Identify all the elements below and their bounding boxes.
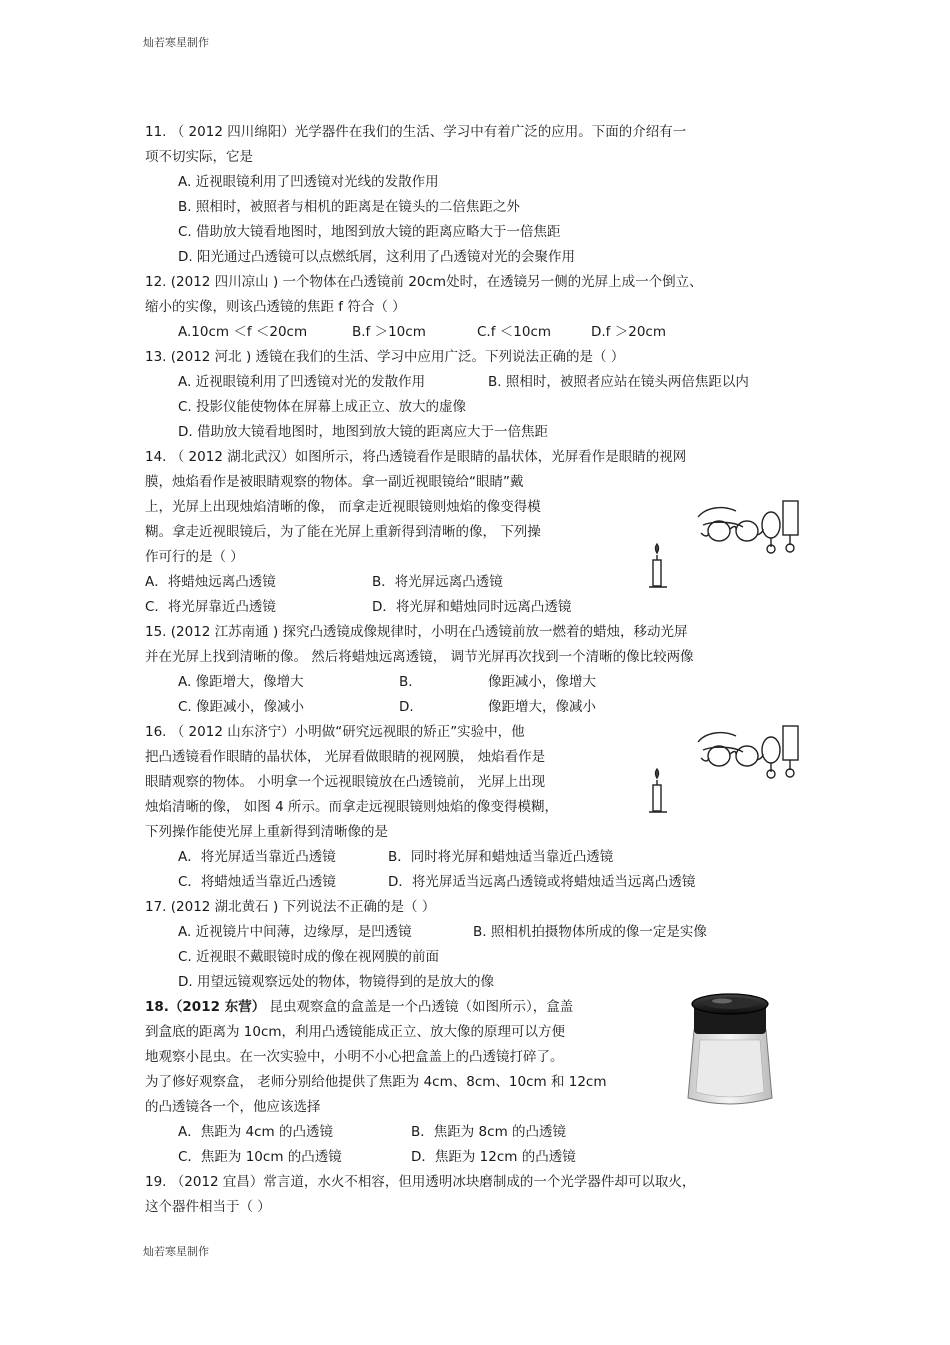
q14-stem-5: 作可行的是（ ）: [145, 549, 244, 565]
q17-stem: 17. (2012 湖北黄石 ) 下列说法不正确的是（ ）: [145, 899, 436, 915]
q12-option-b: B.f ＞10cm: [352, 324, 426, 340]
q16-option-c: C．将蜡烛适当靠近凸透镜: [178, 874, 336, 890]
q19-stem-2: 这个器件相当于（ ）: [145, 1199, 271, 1215]
page-footer: 灿若寒星制作: [143, 1245, 209, 1258]
q18-stem-4: 为了修好观察盒， 老师分别给他提供了焦距为 4cm、8cm、10cm 和 12cm: [145, 1074, 607, 1090]
q13-stem: 13. (2012 河北 ) 透镜在我们的生活、学习中应用广泛。下列说法正确的是（ ）: [145, 349, 625, 365]
q13-option-c: C. 投影仪能使物体在屏幕上成正立、放大的虚像: [178, 399, 467, 415]
q14-stem-3: 上，光屏上出现烛焰清晰的像， 而拿走近视眼镜则烛焰的像变得模: [145, 499, 541, 515]
q16-option-a: A．将光屏适当靠近凸透镜: [178, 849, 336, 865]
q14-option-c: C．将光屏靠近凸透镜: [145, 599, 276, 615]
q11-stem-1: 11. （ 2012 四川绵阳）光学器件在我们的生活、学习中有着广泛的应用。下面的介绍有一: [145, 124, 687, 140]
q18-option-c: C．焦距为 10cm 的凸透镜: [178, 1149, 342, 1165]
page-header: 灿若寒星制作: [143, 36, 209, 49]
q14-optics-apparatus-figure: [643, 495, 808, 595]
q12-options: [145, 320, 795, 345]
q18-number: 18.（2012 东营）: [145, 999, 266, 1015]
q15-options-ab: [145, 670, 795, 695]
q15-option-c: C. 像距减小，像减小: [178, 699, 305, 715]
q15-option-a: A. 像距增大，像增大: [178, 674, 304, 690]
q14-stem-4: 糊。拿走近视眼镜后，为了能在光屏上重新得到清晰的像， 下列操: [145, 524, 541, 540]
q15-options-cd: [145, 695, 795, 720]
q13-options-ab: [145, 370, 795, 395]
q15-stem-1: 15. (2012 江苏南通 ) 探究凸透镜成像规律时，小明在凸透镜前放一燃着的蜡烛，移动光屏: [145, 624, 688, 640]
q14-stem-1: 14. （ 2012 湖北武汉）如图所示，将凸透镜看作是眼睛的晶状体，光屏看作是眼睛的视网: [145, 449, 687, 465]
q18-options-ab: [145, 1120, 795, 1145]
q16-optics-apparatus-figure: [643, 720, 808, 820]
q16-stem-2: 把凸透镜看作眼睛的晶状体， 光屏看做眼睛的视网膜， 烛焰看作是: [145, 749, 546, 765]
q14-options-cd: [145, 595, 795, 620]
q17-option-d: D. 用望远镜观察远处的物体，物镜得到的是放大的像: [178, 974, 494, 990]
q17-option-c: C. 近视眼不戴眼镜时成的像在视网膜的前面: [178, 949, 440, 965]
q18-stem-2: 到盒底的距离为 10cm，利用凸透镜能成正立、放大像的原理可以方便: [145, 1024, 566, 1040]
q17-option-a: A. 近视镜片中间薄，边缘厚，是凹透镜: [178, 924, 412, 940]
q15-option-b-label: B.: [399, 674, 413, 690]
q12-option-a: A.10cm ＜f ＜20cm: [178, 324, 308, 340]
q12-stem-2: 缩小的实像，则该凸透镜的焦距 f 符合（ ）: [145, 299, 406, 315]
q16-options-cd: [145, 870, 795, 895]
q16-stem-4: 烛焰清晰的像， 如图 4 所示。而拿走远视眼镜则烛焰的像变得模糊，: [145, 799, 558, 815]
q14-option-a: A．将蜡烛远离凸透镜: [145, 574, 276, 590]
q12-option-c: C.f ＜10cm: [477, 324, 552, 340]
q18-option-a: A．焦距为 4cm 的凸透镜: [178, 1124, 333, 1140]
q11-stem-2: 项不切实际，它是: [145, 149, 253, 165]
candle-icon: [653, 785, 661, 811]
q14-option-b: B．将光屏远离凸透镜: [372, 574, 503, 590]
q11-option-b: B. 照相时，被照者与相机的距离是在镜头的二倍焦距之外: [178, 199, 520, 215]
q19-stem-1: 19. （2012 宜昌）常言道，水火不相容，但用透明冰块磨制成的一个光学器件却可以取火，: [145, 1174, 696, 1190]
q18-stem-5: 的凸透镜各一个，他应该选择: [145, 1099, 321, 1115]
q18-stem-1-text: 昆虫观察盒的盒盖是一个凸透镜（如图所示），盒盖: [265, 999, 574, 1015]
q16-option-d: D．将光屏适当远离凸透镜或将蜡烛适当远离凸透镜: [388, 874, 696, 890]
q16-option-b: B．同时将光屏和蜡烛适当靠近凸透镜: [388, 849, 614, 865]
q13-option-d: D. 借助放大镜看地图时，地图到放大镜的距离应大于一倍焦距: [178, 424, 548, 440]
q18-stem-3: 地观察小昆虫。在一次实验中，小明不小心把盒盖上的凸透镜打碎了。: [145, 1049, 564, 1065]
q15-option-b: 像距减小，像增大: [488, 674, 596, 690]
q11-option-a: A. 近视眼镜利用了凹透镜对光线的发散作用: [178, 174, 439, 190]
q18-option-b: B．焦距为 8cm 的凸透镜: [411, 1124, 567, 1140]
q13-option-a: A. 近视眼镜利用了凹透镜对光的发散作用: [178, 374, 426, 390]
q13-option-b: B. 照相时，被照者应站在镜头两倍焦距以内: [488, 374, 749, 390]
q15-option-d-label: D.: [399, 699, 414, 715]
q16-stem-1: 16. （ 2012 山东济宁）小明做“研究远视眼的矫正”实验中，他: [145, 724, 525, 740]
q16-options-ab: [145, 845, 795, 870]
q11-option-c: C. 借助放大镜看地图时，地图到放大镜的距离应略大于一倍焦距: [178, 224, 561, 240]
q12-option-d: D.f ＞20cm: [591, 324, 666, 340]
candle-icon: [653, 560, 661, 586]
q18-options-cd: [145, 1145, 795, 1170]
q15-stem-2: 并在光屏上找到清晰的像。 然后将蜡烛远离透镜， 调节光屏再次找到一个清晰的像比较两像: [145, 649, 694, 665]
q17-option-b: B. 照相机拍摄物体所成的像一定是实像: [473, 924, 707, 940]
q16-stem-3: 眼睛观察的物体。 小明拿一个远视眼镜放在凸透镜前， 光屏上出现: [145, 774, 546, 790]
q15-option-d: 像距增大，像减小: [488, 699, 596, 715]
insect-observation-box-figure: [680, 990, 780, 1110]
q11-option-d: D. 阳光通过凸透镜可以点燃纸屑，这利用了凸透镜对光的会聚作用: [178, 249, 575, 265]
q17-options-ab: [145, 920, 795, 945]
q18-option-d: D．焦距为 12cm 的凸透镜: [411, 1149, 576, 1165]
q14-option-d: D．将光屏和蜡烛同时远离凸透镜: [372, 599, 572, 615]
q14-stem-2: 膜，烛焰看作是被眼睛观察的物体。拿一副近视眼镜给“眼睛”戴: [145, 474, 524, 490]
q16-stem-5: 下列操作能使光屏上重新得到清晰像的是: [145, 824, 388, 840]
q12-stem-1: 12. (2012 四川凉山 ) 一个物体在凸透镜前 20cm处时，在透镜另一侧的光屏上成一个倒立、: [145, 274, 703, 290]
